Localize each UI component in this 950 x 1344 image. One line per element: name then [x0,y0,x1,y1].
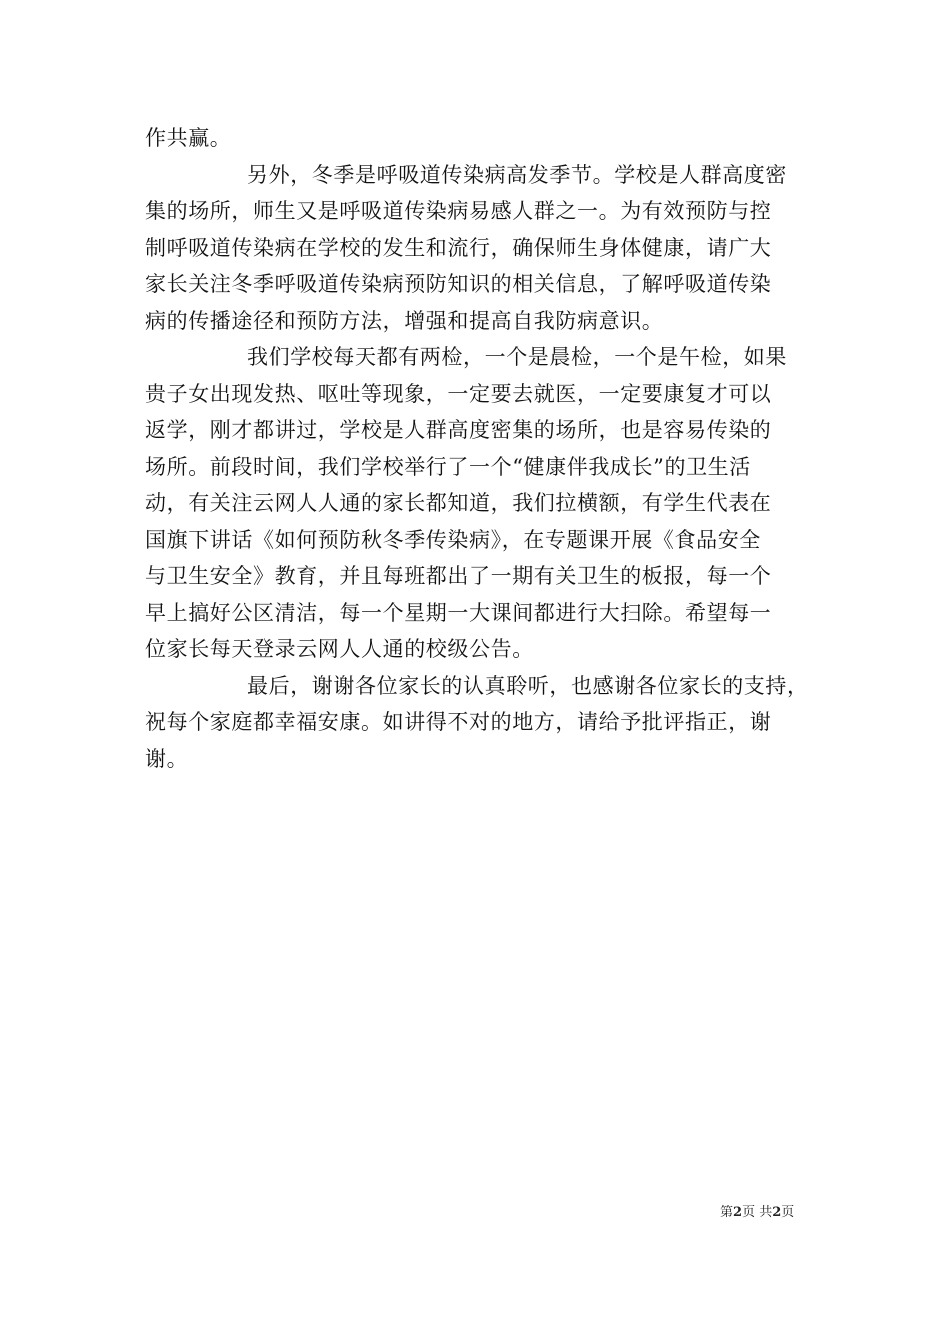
text-line: 我们学校每天都有两检，一个是晨检，一个是午检，如果 [247,345,787,369]
text-line: 与卫生安全》教育，并且每班都出了一期有关卫生的板报，每一个 [145,564,772,588]
text-line: 位家长每天登录云网人人通的校级公告。 [145,637,534,661]
text-line: 家长关注冬季呼吸道传染病预防知识的相关信息，了解呼吸道传染 [145,272,772,296]
footer-current-page: 2 [733,1205,743,1220]
text-line: 祝每个家庭都幸福安康。如讲得不对的地方，请给予批评指正，谢 [145,710,772,734]
page-footer [720,1204,794,1222]
text-line: 集的场所，师生又是呼吸道传染病易感人群之一。为有效预防与控 [145,199,772,223]
footer-prefix: 第 [720,1205,734,1220]
footer-middle: 页 共 [742,1205,773,1220]
footer-suffix: 页 [781,1205,795,1220]
text-line: 制呼吸道传染病在学校的发生和流行，确保师生身体健康，请广大 [145,235,772,260]
text-line: 国旗下讲话《如何预防秋冬季传染病》，在专题课开展《食品安全 [145,527,761,552]
document-body [145,120,835,777]
footer-total-pages: 2 [772,1205,782,1220]
text-line: 另外，冬季是呼吸道传染病高发季节。学校是人群高度密 [247,162,787,187]
text-line: 谢。 [145,746,189,771]
text-line: 最后，谢谢各位家长的认真聆听，也感谢各位家长的支持， [247,673,809,698]
text-line: 返学，刚才都讲过，学校是人群高度密集的场所，也是容易传染的 [145,418,772,442]
text-line: 贵子女出现发热、呕吐等现象，一定要去就医，一定要康复才可以 [145,381,772,406]
text-line: 病的传播途径和预防方法，增强和提高自我防病意识。 [145,308,664,333]
text-line: 作共赢。 [145,126,232,150]
text-line: 早上搞好公区清洁，每一个星期一大课间都进行大扫除。希望每一 [145,600,772,625]
text-line: 场所。前段时间，我们学校举行了一个“健康伴我成长”的卫生活 [145,454,751,479]
text-line: 动，有关注云网人人通的家长都知道，我们拉横额，有学生代表在 [145,491,772,515]
